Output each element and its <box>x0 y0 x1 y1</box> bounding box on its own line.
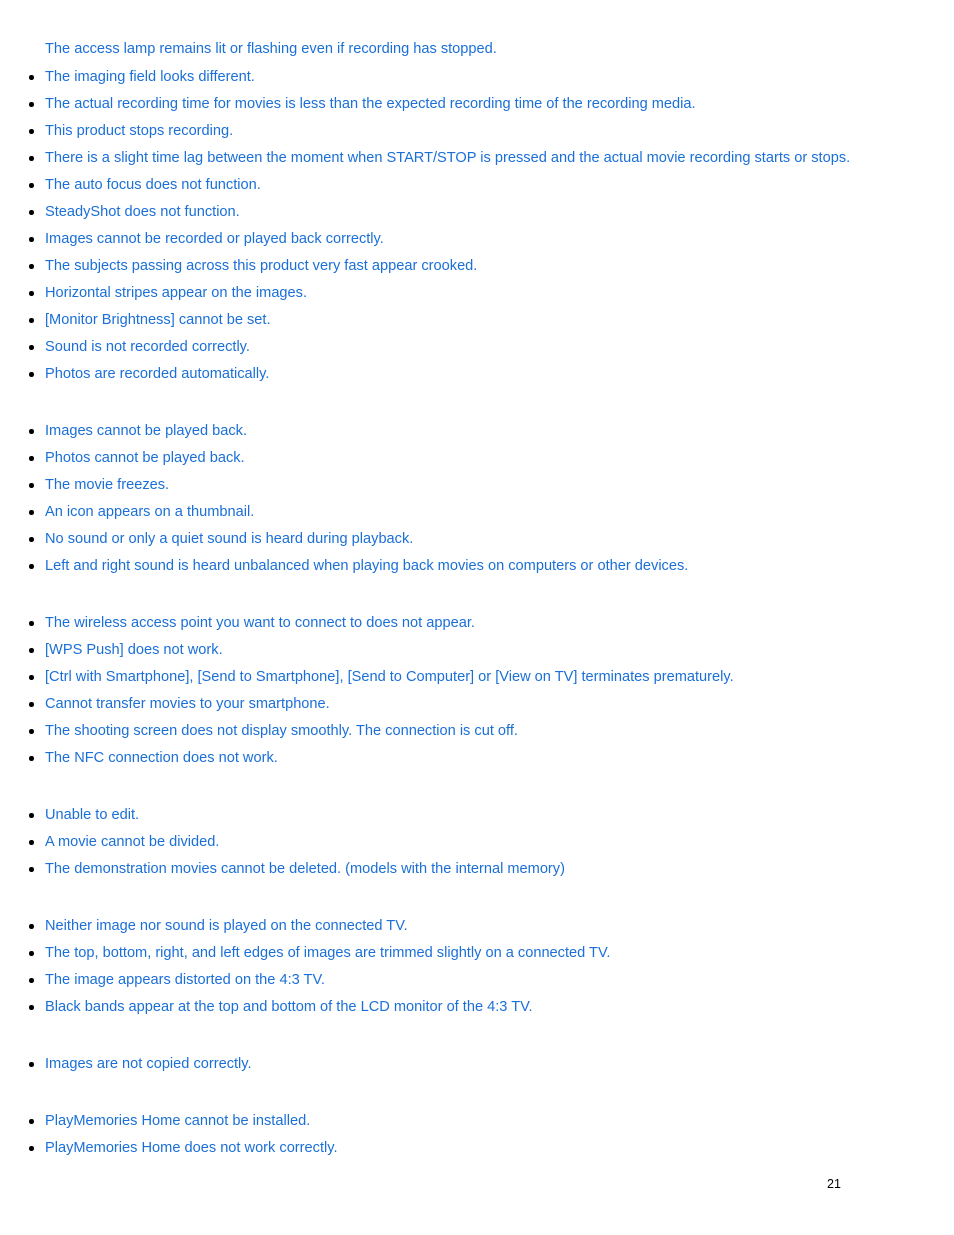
troubleshooting-link[interactable]: [Monitor Brightness] cannot be set. <box>45 312 271 328</box>
bullet-icon <box>29 102 34 107</box>
list-item <box>0 663 954 690</box>
troubleshooting-link[interactable]: Unable to edit. <box>45 807 140 823</box>
page-number: 21 <box>827 1177 841 1191</box>
troubleshooting-link[interactable]: The demonstration movies cannot be deleted. (models with the internal memory) <box>45 861 565 877</box>
troubleshooting-link[interactable]: The auto focus does not function. <box>45 177 261 193</box>
link-group-3 <box>0 609 954 771</box>
troubleshooting-link[interactable]: Photos cannot be played back. <box>45 450 245 466</box>
troubleshooting-link[interactable]: [Ctrl with Smartphone], [Send to Smartphone], [Send to Computer] or [View on TV] terminates prematurely. <box>45 669 734 685</box>
bullet-icon <box>29 621 34 626</box>
troubleshooting-link[interactable]: There is a slight time lag between the moment when START/STOP is pressed and the actual movie recording starts or stops. <box>45 150 851 166</box>
bullet-icon <box>29 291 34 296</box>
troubleshooting-link[interactable]: The subjects passing across this product very fast appear crooked. <box>45 258 478 274</box>
troubleshooting-link[interactable]: A movie cannot be divided. <box>45 834 220 850</box>
troubleshooting-link[interactable]: Images cannot be played back. <box>45 423 248 439</box>
list-item <box>0 717 954 744</box>
troubleshooting-link[interactable]: SteadyShot does not function. <box>45 204 240 220</box>
bullet-icon <box>29 129 34 134</box>
list-item <box>0 360 954 387</box>
bullet-icon <box>29 648 34 653</box>
list-item <box>0 417 954 444</box>
bullet-icon <box>29 264 34 269</box>
bullet-icon <box>29 210 34 215</box>
list-item <box>0 306 954 333</box>
continuation-link[interactable]: The access lamp remains lit or flashing even if recording has stopped. <box>45 41 497 57</box>
bullet-icon <box>29 429 34 434</box>
bullet-icon <box>29 318 34 323</box>
list-item <box>0 912 954 939</box>
bullet-icon <box>29 537 34 542</box>
bullet-icon <box>29 372 34 377</box>
troubleshooting-link[interactable]: Neither image nor sound is played on the connected TV. <box>45 918 408 934</box>
bullet-icon <box>29 840 34 845</box>
list-item <box>0 252 954 279</box>
list-item <box>0 333 954 360</box>
list-item <box>0 552 954 579</box>
bullet-icon <box>29 978 34 983</box>
bullet-icon <box>29 510 34 515</box>
bullet-icon <box>29 813 34 818</box>
bullet-icon <box>29 564 34 569</box>
troubleshooting-link[interactable]: An icon appears on a thumbnail. <box>45 504 255 520</box>
bullet-icon <box>29 456 34 461</box>
troubleshooting-link[interactable]: Black bands appear at the top and bottom of the LCD monitor of the 4:3 TV. <box>45 999 533 1015</box>
list-item <box>0 690 954 717</box>
list-item <box>0 1050 954 1077</box>
list-item <box>0 609 954 636</box>
link-group-6 <box>0 1050 954 1077</box>
list-item <box>0 90 954 117</box>
troubleshooting-link[interactable]: PlayMemories Home cannot be installed. <box>45 1113 311 1129</box>
list-item <box>0 993 954 1020</box>
bullet-icon <box>29 675 34 680</box>
bullet-icon <box>29 867 34 872</box>
link-group-5 <box>0 912 954 1020</box>
troubleshooting-link[interactable]: The wireless access point you want to connect to does not appear. <box>45 615 475 631</box>
bullet-icon <box>29 237 34 242</box>
list-item <box>0 1107 954 1134</box>
bullet-icon <box>29 702 34 707</box>
list-item <box>0 498 954 525</box>
list-item <box>0 636 954 663</box>
link-group-7 <box>0 1107 954 1161</box>
list-item <box>0 225 954 252</box>
list-item <box>0 801 954 828</box>
list-item <box>0 63 954 90</box>
list-item <box>0 744 954 771</box>
bullet-icon <box>29 1119 34 1124</box>
list-item <box>0 171 954 198</box>
bullet-icon <box>29 729 34 734</box>
troubleshooting-link[interactable]: The imaging field looks different. <box>45 69 255 85</box>
list-item <box>0 939 954 966</box>
bullet-icon <box>29 756 34 761</box>
bullet-icon <box>29 1146 34 1151</box>
troubleshooting-link[interactable]: Cannot transfer movies to your smartphone. <box>45 696 330 712</box>
troubleshooting-link[interactable]: The NFC connection does not work. <box>45 750 278 766</box>
link-group-4 <box>0 801 954 882</box>
troubleshooting-link[interactable]: Images are not copied correctly. <box>45 1056 252 1072</box>
list-item <box>0 828 954 855</box>
bullet-icon <box>29 75 34 80</box>
list-item <box>0 855 954 882</box>
troubleshooting-link[interactable]: Images cannot be recorded or played back correctly. <box>45 231 384 247</box>
link-group-1 <box>0 63 954 387</box>
bullet-icon <box>29 1005 34 1010</box>
bullet-icon <box>29 345 34 350</box>
list-item <box>0 471 954 498</box>
bullet-icon <box>29 483 34 488</box>
link-group-2 <box>0 417 954 579</box>
bullet-icon <box>29 183 34 188</box>
bullet-icon <box>29 951 34 956</box>
list-item <box>0 444 954 471</box>
list-item <box>0 1134 954 1161</box>
troubleshooting-link[interactable]: The movie freezes. <box>45 477 170 493</box>
bullet-icon <box>29 156 34 161</box>
troubleshooting-link[interactable]: The top, bottom, right, and left edges of images are trimmed slightly on a connected TV. <box>45 945 611 961</box>
link-groups <box>0 63 954 1161</box>
troubleshooting-link[interactable]: This product stops recording. <box>45 123 234 139</box>
list-item <box>0 525 954 552</box>
troubleshooting-link[interactable]: No sound or only a quiet sound is heard during playback. <box>45 531 414 547</box>
list-item <box>0 144 954 171</box>
troubleshooting-link[interactable]: Horizontal stripes appear on the images. <box>45 285 308 301</box>
bullet-icon <box>29 1062 34 1067</box>
list-item <box>0 279 954 306</box>
troubleshooting-link[interactable]: Photos are recorded automatically. <box>45 366 270 382</box>
troubleshooting-link[interactable]: The image appears distorted on the 4:3 TV. <box>45 972 325 988</box>
list-item <box>0 117 954 144</box>
troubleshooting-link[interactable]: PlayMemories Home does not work correctly. <box>45 1140 338 1156</box>
list-item <box>0 966 954 993</box>
troubleshooting-link[interactable]: Sound is not recorded correctly. <box>45 339 250 355</box>
troubleshooting-link[interactable]: The shooting screen does not display smoothly. The connection is cut off. <box>45 723 518 739</box>
troubleshooting-link[interactable]: [WPS Push] does not work. <box>45 642 223 658</box>
bullet-icon <box>29 924 34 929</box>
troubleshooting-link[interactable]: Left and right sound is heard unbalanced when playing back movies on computers or other devices. <box>45 558 689 574</box>
troubleshooting-link[interactable]: The actual recording time for movies is less than the expected recording time of the recording media. <box>45 96 696 112</box>
list-item <box>0 198 954 225</box>
troubleshooting-list <box>0 36 954 1161</box>
